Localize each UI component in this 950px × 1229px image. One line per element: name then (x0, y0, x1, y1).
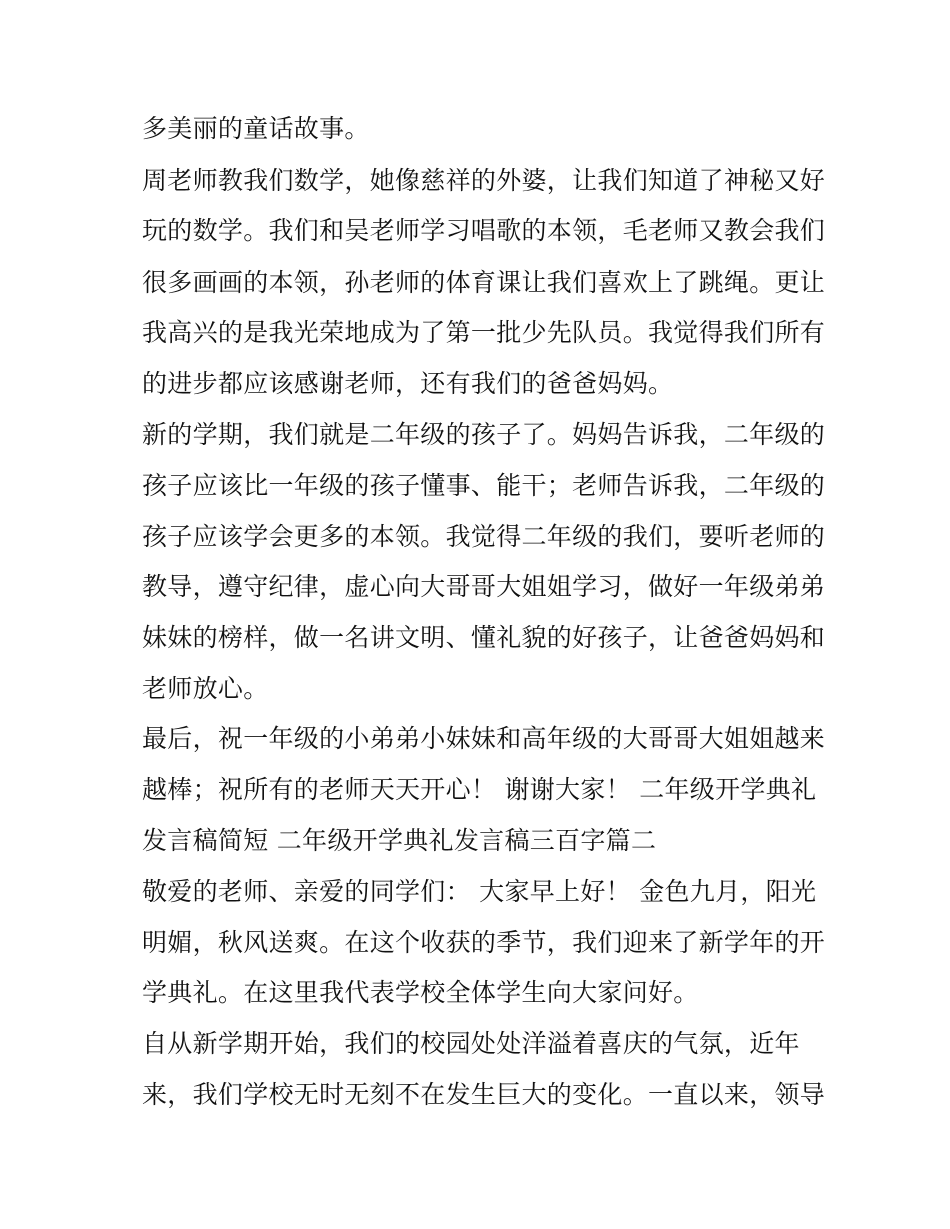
text-line: 我高兴的是我光荣地成为了第一批少先队员。我觉得我们所有 (142, 318, 826, 347)
text-line: 周老师教我们数学，她像慈祥的外婆，让我们知道了神秘又好 (142, 166, 826, 195)
text-line: 的进步都应该感谢老师，还有我们的爸爸妈妈。 (142, 369, 674, 398)
text-line: 很多画画的本领，孙老师的体育课让我们喜欢上了跳绳。更让 (142, 268, 826, 297)
text-line: 孩子应该比一年级的孩子懂事、能干；老师告诉我，二年级的 (142, 471, 826, 500)
text-line: 越棒；祝所有的老师天天开心！ 谢谢大家！ 二年级开学典礼 (142, 775, 817, 804)
text-line: 多美丽的童话故事。 (142, 114, 370, 143)
text-line: 老师放心。 (142, 674, 269, 703)
text-line: 来，我们学校无时无刻不在发生巨大的变化。一直以来，领导 (142, 1080, 826, 1109)
text-line: 发言稿简短 二年级开学典礼发言稿三百字篇二 (142, 826, 657, 855)
text-line: 新的学期，我们就是二年级的孩子了。妈妈告诉我，二年级的 (142, 420, 826, 449)
text-line: 学典礼。在这里我代表学校全体学生向大家问好。 (142, 978, 699, 1007)
text-line: 妹妹的榜样，做一名讲文明、懂礼貌的好孩子，让爸爸妈妈和 (142, 623, 826, 652)
text-line: 明媚，秋风送爽。在这个收获的季节，我们迎来了新学年的开 (142, 928, 826, 957)
text-line: 敬爱的老师、亲爱的同学们： 大家早上好！ 金色九月，阳光 (142, 877, 817, 906)
text-line: 最后，祝一年级的小弟弟小妹妹和高年级的大哥哥大姐姐越来 (142, 724, 826, 753)
text-line: 教导，遵守纪律，虚心向大哥哥大姐姐学习，做好一年级弟弟 (142, 572, 826, 601)
text-line: 自从新学期开始，我们的校园处处洋溢着喜庆的气氛，近年 (142, 1029, 800, 1058)
text-line: 玩的数学。我们和吴老师学习唱歌的本领，毛老师又教会我们 (142, 216, 826, 245)
text-line: 孩子应该学会更多的本领。我觉得二年级的我们，要听老师的 (142, 522, 826, 551)
